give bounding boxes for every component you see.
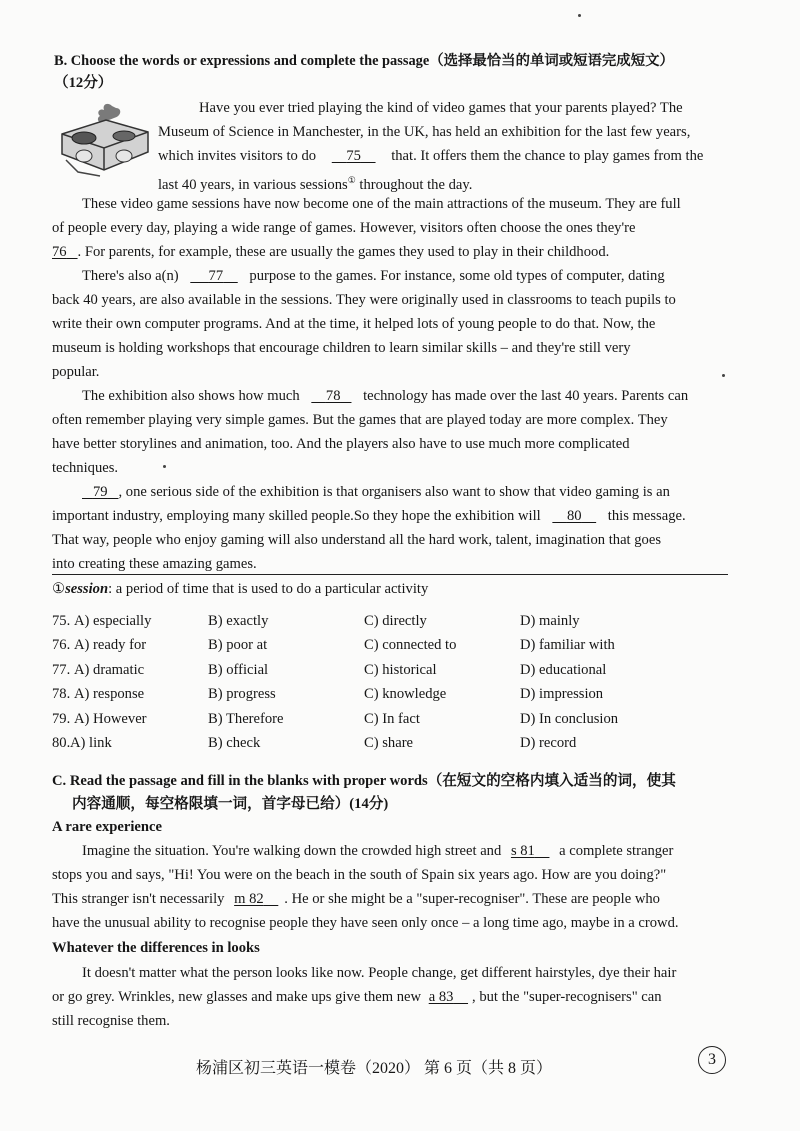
option-b[interactable]: B) official [208, 662, 269, 678]
c-para1-line-4: have the unusual ability to recognise people they have seen only once – a long time ago, maybe in a crowd. [52, 915, 679, 931]
p5-line-4: into creating these amazing games. [52, 556, 257, 572]
p4-line-3: have better storylines and animation, too. And the players also have to use much more complicated [52, 436, 630, 452]
footnote-divider [52, 574, 728, 575]
text: which invites visitors to do [158, 148, 317, 164]
option-b[interactable]: B) check [208, 735, 261, 751]
p1-line-4: last 40 years, in various sessions① throughout the day. [158, 175, 473, 193]
option-a[interactable]: A) link [70, 735, 112, 751]
section-b-heading: B. Choose the words or expressions and complete the passage（选择最恰当的单词或短语完成短文） [54, 53, 674, 69]
p3-line-1: There's also a(n) 77 purpose to the games. For instance, some old types of computer, dating [82, 268, 665, 284]
option-number: 76. [52, 637, 71, 653]
text: that. It offers them the chance to play games from the [391, 148, 704, 164]
option-d[interactable]: D) In conclusion [520, 711, 619, 727]
c-para2-line-2: or go grey. Wrinkles, new glasses and make ups give them new a 83 , but the "super-recognisers" can [52, 989, 662, 1005]
c-para1-line-2: stops you and says, "Hi! You were on the beach in the south of Spain six years ago. How are you doing?" [52, 867, 667, 883]
option-number: 77. [52, 662, 71, 678]
blank-82[interactable]: m 82 [234, 891, 264, 907]
option-d[interactable]: D) familiar with [520, 637, 615, 653]
p1-line-3 [158, 147, 703, 165]
option-b[interactable]: B) progress [208, 686, 276, 702]
p3-line-3: write their own computer programs. And at the time, it helped lots of young people to do that. Now, the [52, 316, 656, 332]
blank-77[interactable]: 77 [208, 268, 224, 284]
option-number: 78. [52, 686, 71, 702]
option-b[interactable]: B) exactly [208, 613, 269, 629]
p5-line-3: That way, people who enjoy gaming will also understand all the hard work, talent, imagination that goes [52, 532, 662, 548]
subheading-differences: Whatever the differences in looks [52, 940, 260, 956]
option-a[interactable]: A) response [74, 686, 145, 702]
page-footer: 杨浦区初三英语一模卷（2020） 第 6 页（共 8 页） [196, 1060, 553, 1077]
option-a[interactable]: A) ready for [74, 637, 147, 653]
p5-line-2: important industry, employing many skilled people.So they hope the exhibition will 80 this message. [52, 508, 686, 524]
footnote: ①session: a period of time that is used to do a particular activity [52, 581, 429, 597]
option-number: 79. [52, 711, 71, 727]
speck [163, 465, 166, 468]
p1-line-1: Have you ever tried playing the kind of video games that your parents played? The [199, 100, 683, 116]
subheading-rare-experience: A rare experience [52, 819, 162, 835]
blank-80[interactable]: 80 [566, 508, 582, 524]
option-number: 75. [52, 613, 71, 629]
p2-line-1: These video game sessions have now become one of the main attractions of the museum. They are full [82, 196, 681, 212]
option-c[interactable]: C) share [364, 735, 414, 751]
p1-line-2: Museum of Science in Manchester, in the UK, has held an exhibition for the last few years, [158, 124, 691, 140]
blank-79[interactable]: 79 [92, 484, 108, 500]
p3-line-2: back 40 years, are also available in the sessions. They were originally used in classrooms to teach pupils to [52, 292, 676, 308]
option-d[interactable]: D) record [520, 735, 577, 751]
blank-81[interactable]: s 81 [510, 843, 535, 859]
c-para1-line-3: This stranger isn't necessarily m 82 . He or she might be a "super-recogniser". These are people who [52, 891, 660, 907]
section-b-score: （12分） [54, 75, 113, 91]
option-a[interactable]: A) However [74, 711, 147, 727]
option-d[interactable]: D) mainly [520, 613, 580, 629]
option-c[interactable]: C) knowledge [364, 686, 447, 702]
p2-line-3: 76 . For parents, for example, these are usually the games they used to play in their childhood. [52, 244, 610, 260]
blank-83[interactable]: a 83 [428, 989, 454, 1005]
p4-line-1: The exhibition also shows how much 78 technology has made over the last 40 years. Parents can [82, 388, 689, 404]
p5-line-1: 79 , one serious side of the exhibition is that organisers also want to show that video gaming is an [82, 483, 670, 501]
circled-page-number: 3 [698, 1046, 726, 1074]
option-number: 80. [52, 735, 71, 751]
option-c[interactable]: C) connected to [364, 637, 457, 653]
option-a[interactable]: A) especially [74, 613, 152, 629]
blank-75[interactable]: 75 [346, 148, 361, 164]
option-b[interactable]: B) Therefore [208, 711, 284, 727]
section-c-heading-1: C. Read the passage and fill in the blanks with proper words（在短文的空格内填入适当的词，使其 [52, 773, 676, 789]
p4-line-4: techniques. [52, 460, 119, 476]
p3-line-5: popular. [52, 364, 100, 380]
blank-76[interactable]: 76 [52, 244, 67, 260]
p3-line-4: museum is holding workshops that encourage children to learn similar skills – and they're still very [52, 340, 631, 356]
footnote-mark: ① [347, 175, 356, 185]
speck [722, 374, 725, 377]
blank-78[interactable]: 78 [325, 388, 341, 404]
option-d[interactable]: D) impression [520, 686, 604, 702]
option-b[interactable]: B) poor at [208, 637, 268, 653]
p2-line-2: of people every day, playing a wide range of games. However, visitors often choose the ones they're [52, 220, 636, 236]
game-console-illustration [56, 100, 152, 180]
option-d[interactable]: D) educational [520, 662, 607, 678]
section-c-heading-2: 内容通顺，每空格限填一词，首字母已给）(14分) [72, 796, 389, 812]
option-c[interactable]: C) directly [364, 613, 427, 629]
option-c[interactable]: C) historical [364, 662, 437, 678]
option-c[interactable]: C) In fact [364, 711, 420, 727]
c-para2-line-1: It doesn't matter what the person looks like now. People change, get different hairstyles, dye their hair [82, 965, 677, 981]
c-para1-line-1: Imagine the situation. You're walking down the crowded high street and s 81 a complete stranger [82, 843, 674, 859]
p4-line-2: often remember playing very simple games. But the games that are played today are more complex. They [52, 412, 668, 428]
option-a[interactable]: A) dramatic [74, 662, 145, 678]
speck [578, 14, 581, 17]
c-para2-line-3: still recognise them. [52, 1013, 170, 1029]
